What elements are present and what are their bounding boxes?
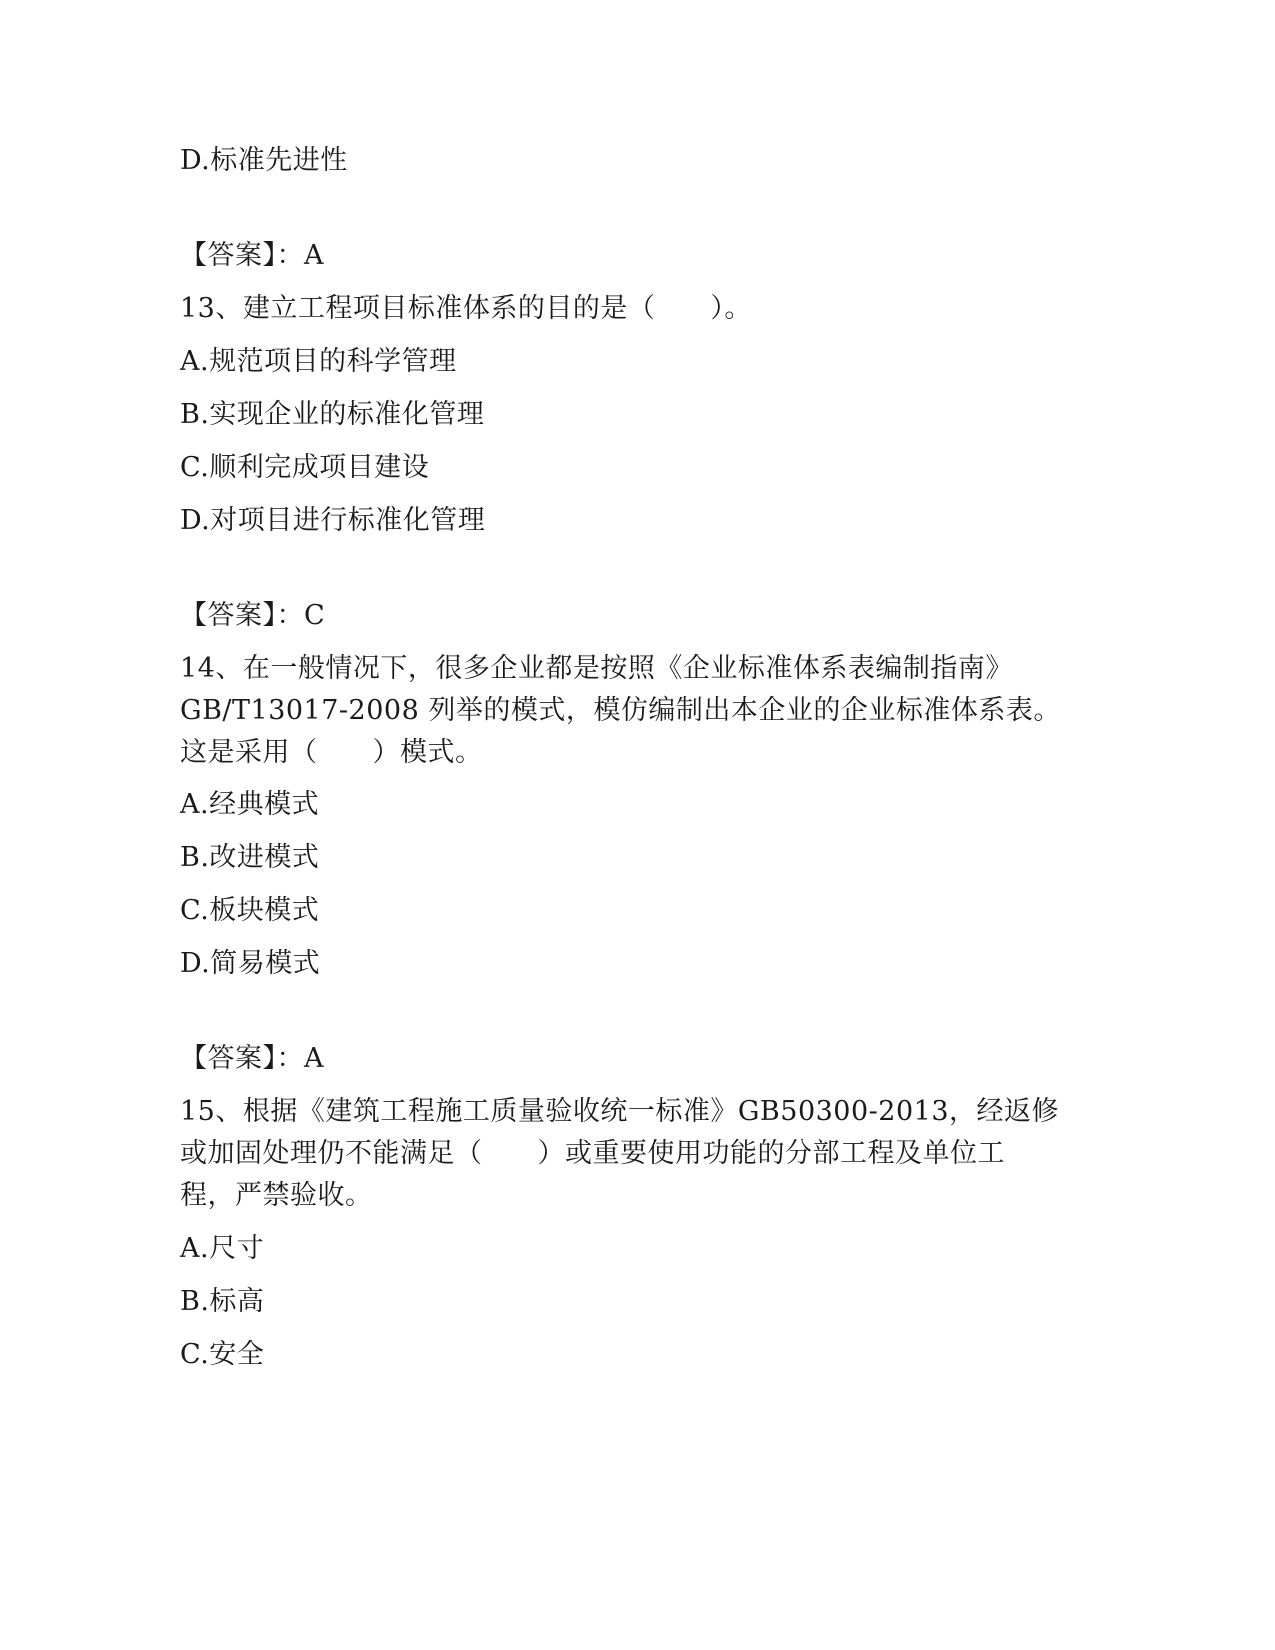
prev-answer: 【答案】：A [180, 240, 324, 271]
q14-stem-line-3: 这是采用（ ）模式。 [180, 737, 483, 768]
q14-option-b: B.改进模式 [180, 842, 320, 873]
q15-stem-line-3: 程，严禁验收。 [180, 1180, 373, 1211]
q15-option-b: B.标高 [180, 1286, 265, 1317]
q15-stem-line-2: 或加固处理仍不能满足（ ）或重要使用功能的分部工程及单位工 [180, 1138, 1005, 1169]
q13-stem: 13、建立工程项目标准体系的目的是（ ）。 [180, 293, 752, 324]
q14-stem-line-2: GB/T13017-2008 列举的模式，模仿编制出本企业的企业标准体系表。 [180, 695, 1061, 726]
q13-option-b: B.实现企业的标准化管理 [180, 399, 485, 430]
q14-stem-line-1: 14、在一般情况下，很多企业都是按照《企业标准体系表编制指南》 [180, 653, 1013, 684]
q14-option-a: A.经典模式 [180, 789, 320, 820]
q13-option-c: C.顺利完成项目建设 [180, 452, 430, 483]
q13-answer: 【答案】：C [180, 600, 326, 631]
q13-option-a: A.规范项目的科学管理 [180, 346, 457, 377]
prev-option-d: D.标准先进性 [180, 145, 348, 176]
q15-option-c: C.安全 [180, 1339, 265, 1370]
q14-option-c: C.板块模式 [180, 895, 320, 926]
q15-option-a: A.尺寸 [180, 1233, 265, 1264]
q15-stem-line-1: 15、根据《建筑工程施工质量验收统一标准》GB50300-2013，经返修 [180, 1096, 1059, 1127]
q13-option-d: D.对项目进行标准化管理 [180, 505, 486, 536]
q14-option-d: D.简易模式 [180, 948, 321, 979]
q14-answer: 【答案】：A [180, 1043, 324, 1074]
